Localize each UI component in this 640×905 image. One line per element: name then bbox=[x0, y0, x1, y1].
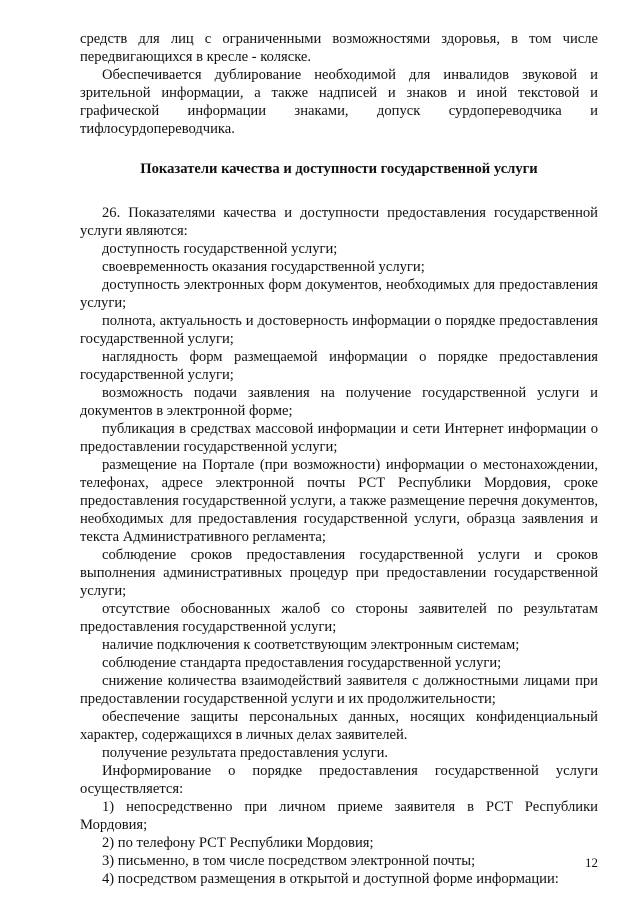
indicator-item: отсутствие обоснованных жалоб со стороны заявителей по результатам предоставления государственной услуги; bbox=[80, 601, 598, 635]
indicator-item: соблюдение сроков предоставления государственной услуги и сроков выполнения административных процедур при предоставлении государственной услуги; bbox=[80, 547, 598, 599]
indicator-item: получение результата предоставления услуги. bbox=[102, 745, 389, 761]
indicator-item: соблюдение стандарта предоставления государственной услуги; bbox=[102, 655, 502, 671]
indicator-item: снижение количества взаимодействий заявителя с должностными лицами при предоставлении государственной услуги и их продолжительности; bbox=[80, 673, 598, 707]
informing-item: 1) непосредственно при личном приеме заявителя в РСТ Республики Мордовия; bbox=[80, 799, 598, 833]
indicator-item: публикация в средствах массовой информации и сети Интернет информации о предоставлении государственной услуги; bbox=[80, 421, 598, 455]
indicator-item: доступность электронных форм документов, необходимых для предоставления услуги; bbox=[80, 277, 598, 311]
page-number: 12 bbox=[585, 855, 598, 870]
informing-item: 2) по телефону РСТ Республики Мордовия; bbox=[102, 835, 374, 851]
section-intro: 26. Показателями качества и доступности предоставления государственной услуги являются: bbox=[80, 205, 598, 239]
informing-intro: Информирование о порядке предоставления государственной услуги осуществляется: bbox=[80, 763, 598, 797]
indicator-item: размещение на Портале (при возможности) информации о местонахождении, телефонах, адресе электронной почты РСТ Республики Мордовия, сроке предоставления государственной услуги, а также размещение перечня документов, необходимых для предоставления государственной услуги, образца заявления и текста Административного регламента; bbox=[80, 457, 598, 545]
indicator-item: наглядность форм размещаемой информации о порядке предоставления государственной услуги; bbox=[80, 349, 598, 383]
indicator-item: полнота, актуальность и достоверность информации о порядке предоставления государственной услуги; bbox=[80, 313, 598, 347]
indicator-item: возможность подачи заявления на получение государственной услуги и документов в электронной форме; bbox=[80, 385, 598, 419]
indicator-item: обеспечение защиты персональных данных, носящих конфиденциальный характер, содержащихся в личных делах заявителей. bbox=[80, 709, 598, 743]
informing-item: 4) посредством размещения в открытой и доступной форме информации: bbox=[102, 871, 559, 887]
section-heading: Показатели качества и доступности государственной услуги bbox=[140, 161, 538, 177]
intro-paragraph-1: средств для лиц с ограниченными возможностями здоровья, в том числе передвигающихся в кресле - коляске. bbox=[80, 31, 598, 65]
intro-paragraph-2: Обеспечивается дублирование необходимой для инвалидов звуковой и зрительной информации, а также надписей и знаков и иной текстовой и графической информации знаками, допуск сурдопереводчика и тифлосурдопереводчика. bbox=[80, 67, 598, 137]
indicator-item: своевременность оказания государственной услуги; bbox=[102, 259, 425, 275]
informing-item: 3) письменно, в том числе посредством электронной почты; bbox=[102, 853, 476, 869]
indicator-item: доступность государственной услуги; bbox=[102, 241, 338, 257]
indicator-item: наличие подключения к соответствующим электронным системам; bbox=[102, 637, 520, 653]
page-content bbox=[80, 30, 598, 888]
